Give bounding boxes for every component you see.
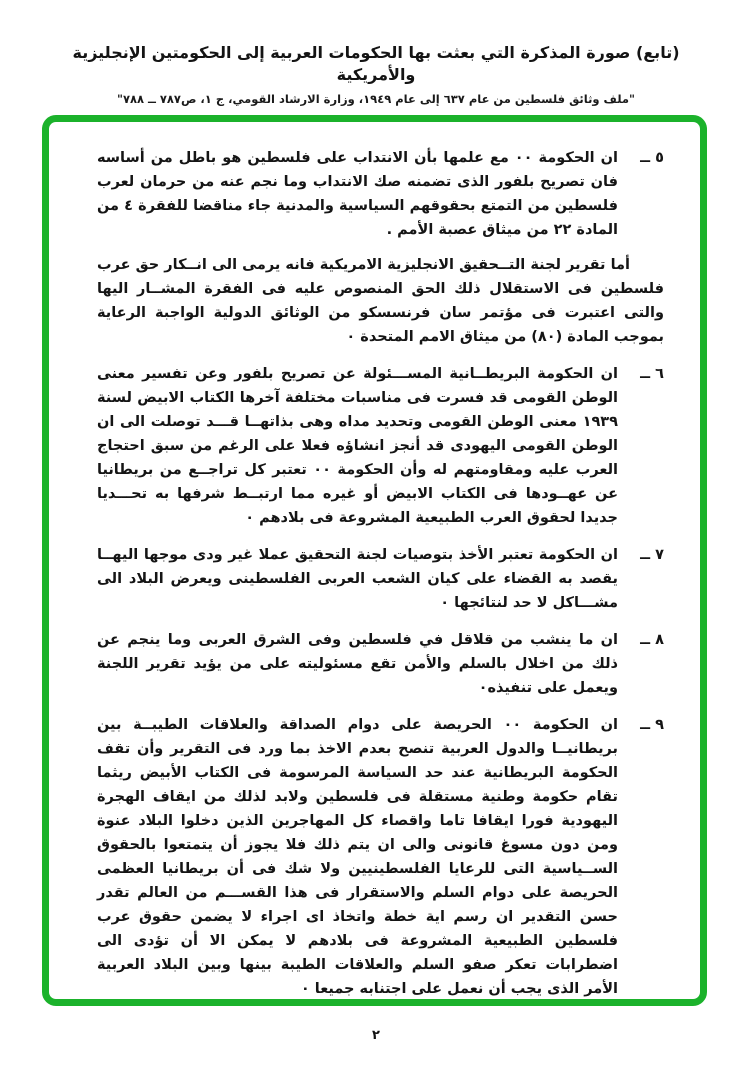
item-text: ان ما ينشب من قلاقل في فلسطين وفى الشرق العربى وما ينجم عن ذلك من اخلال بالسلم والأمن تقع مسئوليته على من يؤيد تقرير اللجنة ويعمل على تنفيذه٠ [97, 632, 618, 696]
memo-item-6 [97, 362, 664, 530]
item-text: ان الحكومة ٠٠ الحريصة على دوام الصداقة والعلاقات الطيبــة بين بريطانيــا والدول العربية تنصح بعدم الاخذ بما ورد فى التقرير وأن تقف الحكومة البريطانية عند حد السياسة المرسومة فى الكتاب الأبيض ريثما تقام حكومة وطنية مستقلة فى فلسطين ولابد لذلك من ايقاف الهجرة اليهودية فورا ايقافا تاما واقصاء كل المهاجرين الذين دخلوا البلاد عنوة ومن دون مسوغ قانونى والى ان يتم ذلك فلا يجوز أن يتمتعوا بالحقوق الســياسية التى للرعايا الفلسطينيين ولا شك فى أن بريطانيا العظمى الحريصة على دوام السلم والاستقرار فى هذا القســـم من العالم تقدر حسن التقدير ان رسم اية خطة واتخاذ اى اجراء لا يضمن حقوق عرب فلسطين الطبيعية المشروعة فى بلادهم لا يمكن الا أن تؤدى الى اضطرابات تعكر صفو السلم والعلاقات الطيبة بينها وبين البلاد العربية الأمر الذى يجب أن نعمل على اجتنابه جميعا ٠ [97, 717, 618, 997]
item-text: ان الحكومة ٠٠ مع علمها بأن الانتداب على فلسطين هو باطل من أساسه فان تصريح بلفور الذى تضمنه صك الانتداب وما نجم عنه من حرمان لعرب فلسطين من التمتع بحقوقهم السياسية والمدنية جاء مناقضا للفقرة ٤ من المادة ٢٢ من ميثاق عصبة الأمم . [97, 150, 618, 238]
item-number: ٥ ــ [640, 150, 664, 166]
item-number: ٧ ــ [640, 547, 664, 563]
item-number: ٨ ــ [640, 632, 664, 648]
memo-green-frame [42, 115, 707, 1006]
item-text: ان الحكومة تعتبر الأخذ بتوصيات لجنة التحقيق عملا غير ودى موجها اليهــا يقصد به القضاء على كيان الشعب العربى الفلسطينى ويعرض البلاد الى مشـــاكل لا حد لنتائجها ٠ [97, 547, 618, 611]
item-number: ٦ ــ [640, 366, 664, 382]
memo-body [97, 146, 664, 1006]
document-header [0, 0, 752, 106]
memo-item-5 [97, 146, 664, 349]
item-text: ان الحكومة البريطــانية المســـئولة عن تصريح بلفور وعن تفسير معنى الوطن القومى قد فسرت فى مناسبات مختلفة آخرها الكتاب الابيض لسنة ١٩٣٩ معنى الوطن القومى وتحديد مداه وهى بذاتهــا قـــد توصلت الى ان الوطن القومى اليهودى قد أنجز انشاؤه فعلا على الرغم من سبق احتجاج العرب عليه ومقاومتهم له وأن الحكومة ٠٠ تعتبر كل تراجــع من بريطانيا عن عهــودها فى الكتاب الابيض أو غيره مما ارتبــط شرفها به تحـــديا جديدا لحقوق العرب الطبيعية المشروعة فى بلادهم ٠ [97, 366, 618, 526]
page-number: ٢ [372, 1028, 380, 1043]
memo-item-7 [97, 543, 664, 615]
memo-item-8 [97, 628, 664, 700]
item-subparagraph: أما تقرير لجنة التــحقيق الانجليزية الامريكية فانه يرمى الى انــكار حق عرب فلسطين فى الاستقلال ذلك الحق المنصوص عليه فى الفقرة المشــار اليها والتى اعتبرت فى مؤتمر سان فرنسسكو من الوثائق الدولية الواجبة الرعاية بموجب المادة (٨٠) من ميثاق الامم المتحدة ٠ [97, 257, 664, 345]
item-number: ٩ ــ [640, 717, 664, 733]
page-subtitle: "ملف وثائق فلسطين من عام ٦٣٧ إلى عام ١٩٤٩، وزارة الارشاد القومي، ج ١، ص٧٨٧ ــ ٧٨٨" [116, 92, 636, 107]
page-title: (تابع) صورة المذكرة التي بعثت بها الحكومات العربية إلى الحكومتين الإنجليزية والأمريكية [72, 43, 680, 84]
memo-item-9 [97, 713, 664, 1001]
